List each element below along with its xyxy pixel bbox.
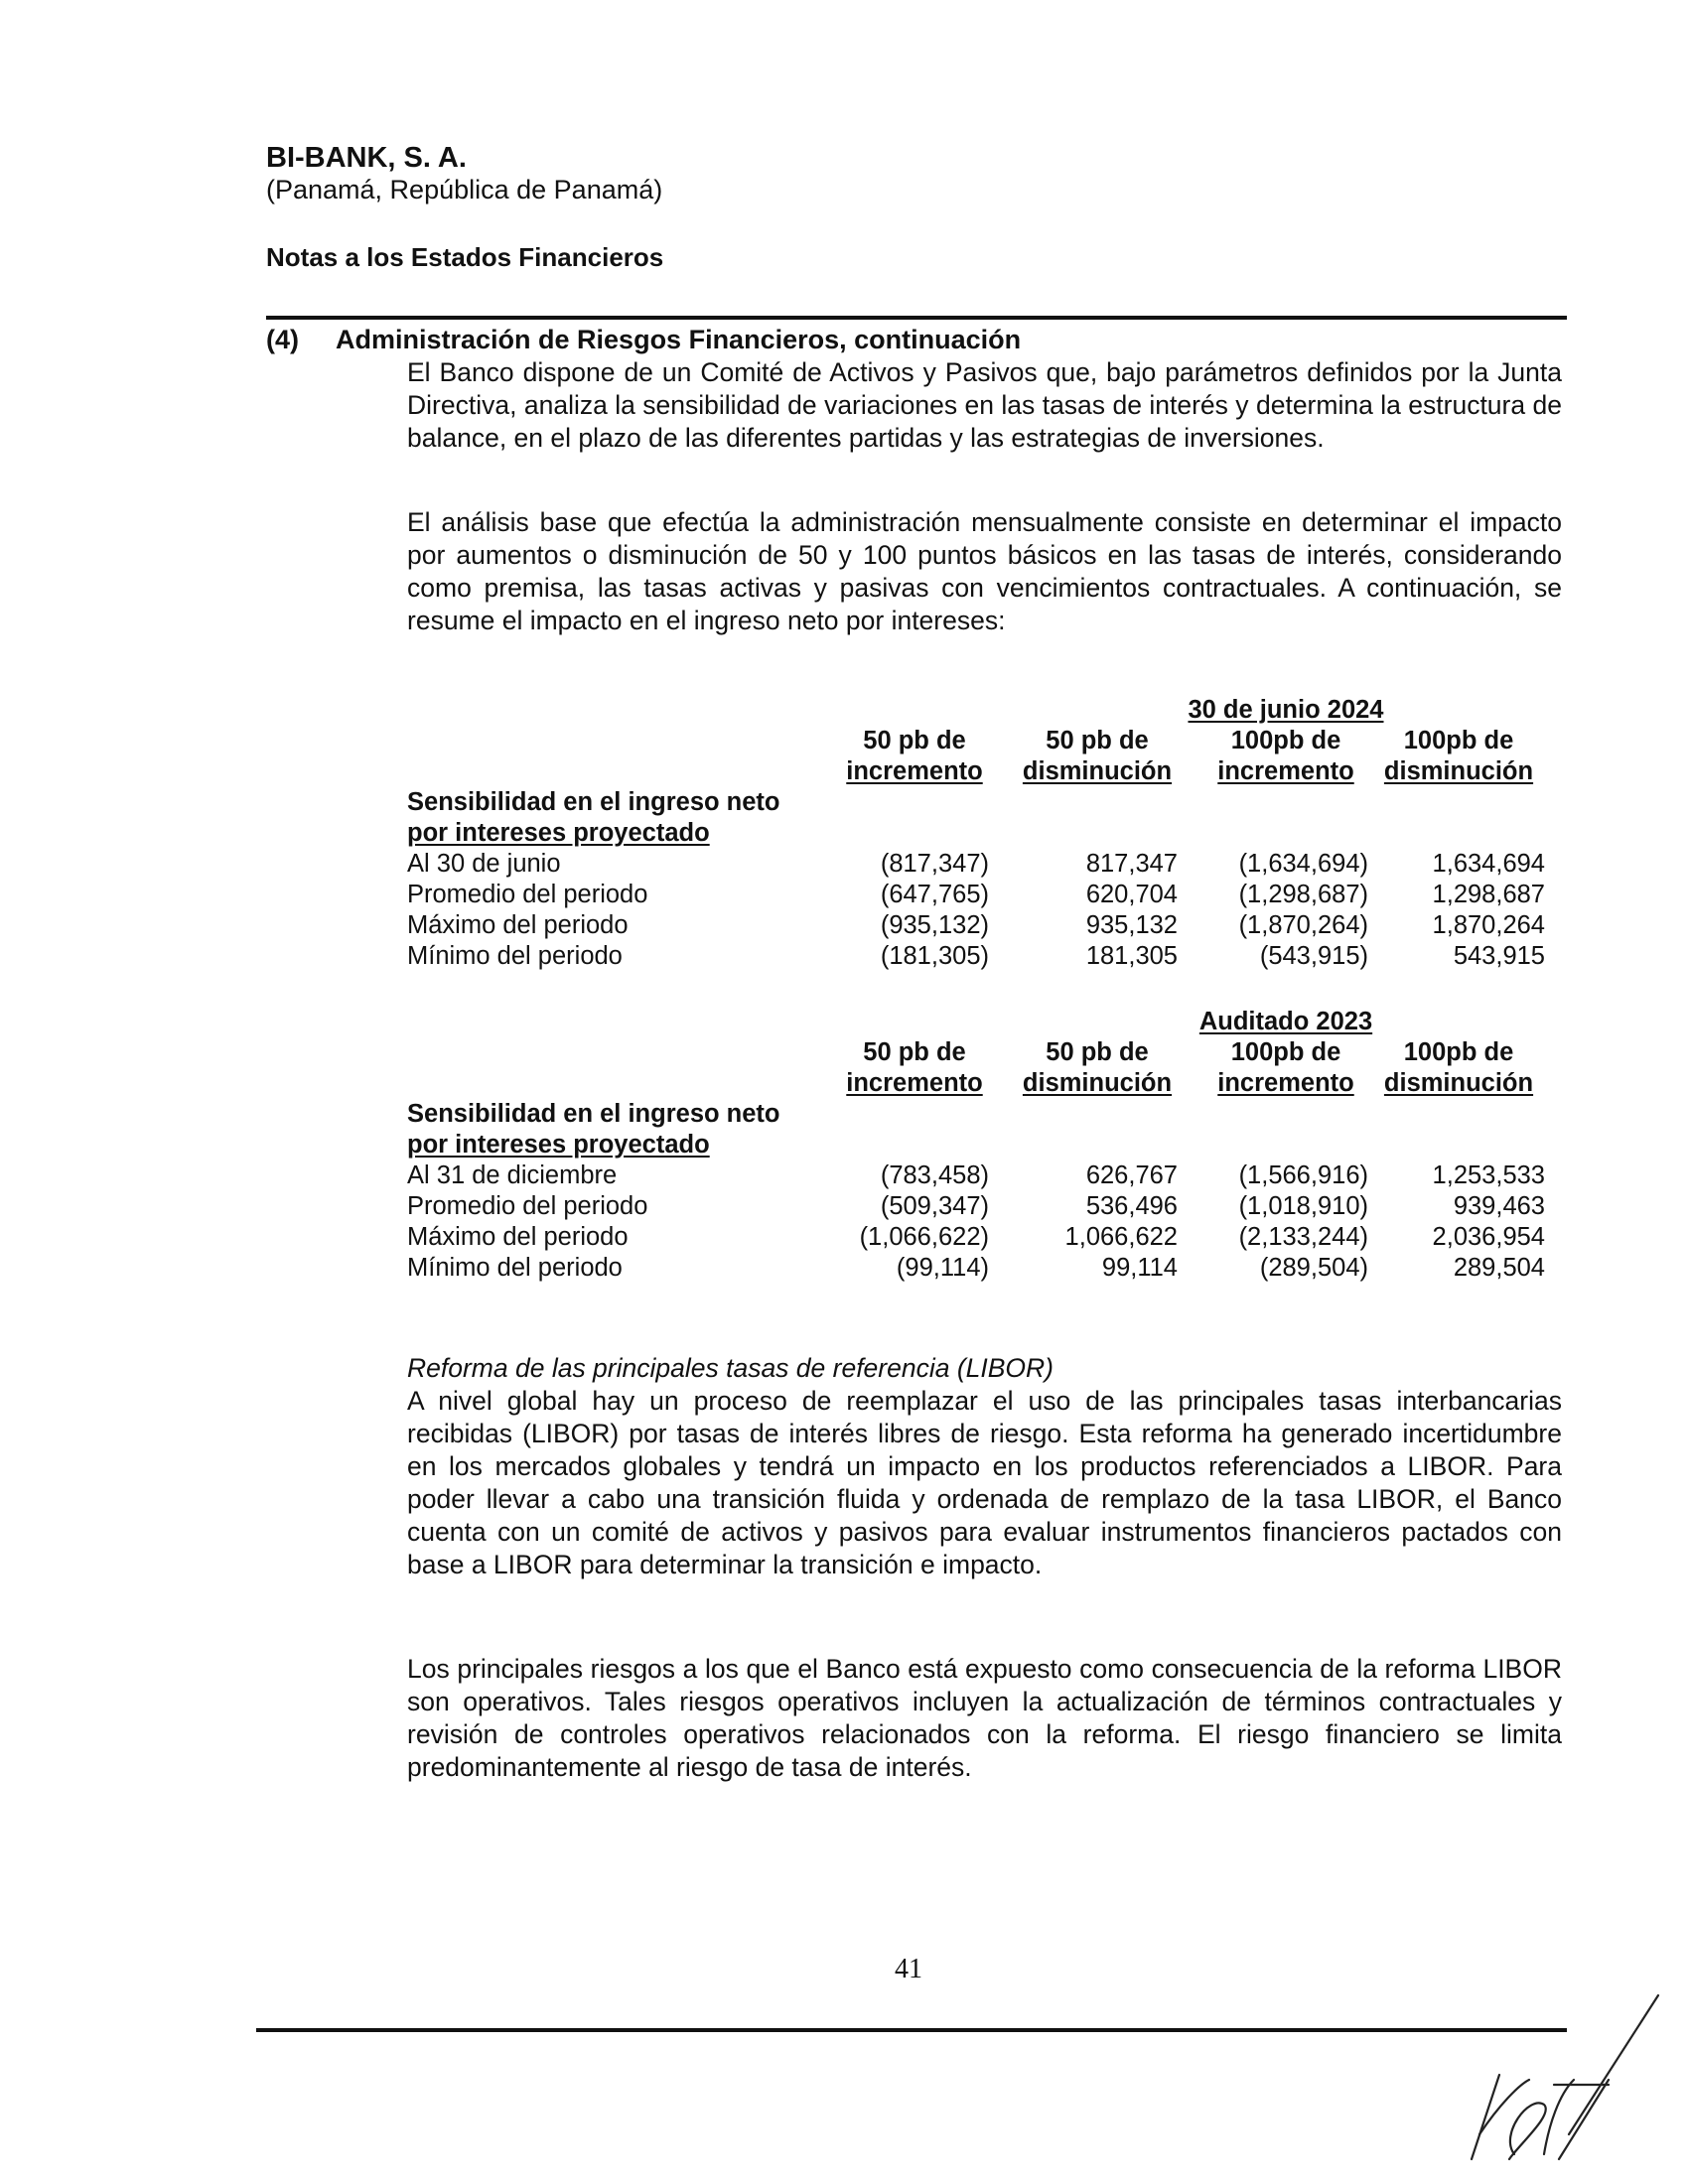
section-number: (4) bbox=[266, 325, 299, 354]
table-cell: 935,132 bbox=[1085, 911, 1178, 939]
table-cell: (647,765) bbox=[880, 881, 989, 908]
table-cell: (817,347) bbox=[880, 850, 989, 878]
table-cell: 626,767 bbox=[1085, 1161, 1178, 1189]
column-header: 100pb de incremento bbox=[1217, 1038, 1354, 1097]
table-cell: (783,458) bbox=[880, 1161, 989, 1189]
section-title: Administración de Riesgos Financieros, continuación bbox=[336, 325, 1022, 354]
table-row bbox=[407, 1253, 1559, 1284]
company-name: BI-BANK, S. A. bbox=[266, 142, 467, 174]
page-number: 41 bbox=[895, 1954, 922, 1984]
libor-section bbox=[407, 1352, 1562, 1581]
table-row bbox=[407, 849, 1559, 880]
paragraph-analysis: El análisis base que efectúa la administración mensualmente consiste en determinar el impacto por aumentos o disminución de 50 y 100 puntos básicos en las tasas de interés, considerando como premisa, las tasas activas y pasivas con vencimientos contractuales. A continuación, se resume el impacto en el ingreso neto por intereses: bbox=[407, 507, 1562, 635]
table-cell: 289,504 bbox=[1453, 1254, 1545, 1282]
libor-paragraph-1: A nivel global hay un proceso de reemplazar el uso de las principales tasas interbancarias recibidas (LIBOR) por tasas de interés libres de riesgo. Esta reforma ha generado incertidumbre en los mercados globales y tendrá un impacto en los productos referenciados a LIBOR. Para poder llevar a cabo una transición fluida y ordenada de remplazo de la tasa LIBOR, el Banco cuenta con un comité de activos y pasivos para evaluar instrumentos financieros pactados con base a LIBOR para determinar la transición e impacto. bbox=[407, 1386, 1562, 1579]
table-row bbox=[407, 1160, 1559, 1191]
table-cell: 1,066,622 bbox=[1064, 1223, 1178, 1251]
period-header: Auditado 2023 bbox=[1198, 1008, 1373, 1035]
table-row bbox=[407, 941, 1559, 972]
table-cell: (1,870,264) bbox=[1238, 911, 1368, 939]
column-header: 100pb de disminución bbox=[1383, 727, 1534, 785]
table-cell: (2,133,244) bbox=[1238, 1223, 1368, 1251]
table-cell: 536,496 bbox=[1085, 1192, 1178, 1220]
row-label: Mínimo del periodo bbox=[407, 942, 623, 970]
footer-divider bbox=[256, 2028, 1567, 2032]
table-cell: (1,018,910) bbox=[1238, 1192, 1368, 1220]
table-cell: (181,305) bbox=[880, 942, 989, 970]
table-cell: 181,305 bbox=[1085, 942, 1178, 970]
row-group-header: Sensibilidad en el ingreso neto por intereses proyectado bbox=[407, 788, 780, 847]
row-label: Mínimo del periodo bbox=[407, 1254, 623, 1282]
table-row bbox=[407, 1222, 1559, 1253]
row-label: Promedio del periodo bbox=[407, 881, 648, 908]
table-cell: (1,566,916) bbox=[1238, 1161, 1368, 1189]
table-cell: 543,915 bbox=[1453, 942, 1545, 970]
company-location: (Panamá, República de Panamá) bbox=[266, 175, 663, 205]
row-group-header: Sensibilidad en el ingreso neto por intereses proyectado bbox=[407, 1100, 780, 1159]
table-cell: (1,298,687) bbox=[1238, 881, 1368, 908]
table-cell: 1,298,687 bbox=[1432, 881, 1545, 908]
column-header: 50 pb de disminución bbox=[1022, 727, 1173, 785]
table-cell: (1,066,622) bbox=[859, 1223, 989, 1251]
row-label: Al 31 de diciembre bbox=[407, 1161, 618, 1189]
table-cell: (99,114) bbox=[896, 1254, 989, 1282]
table-cell: 817,347 bbox=[1085, 850, 1178, 878]
header-divider bbox=[266, 316, 1567, 320]
table-cell: (289,504) bbox=[1259, 1254, 1368, 1282]
table-row bbox=[407, 1191, 1559, 1222]
paragraph-committee: El Banco dispone de un Comité de Activos y Pasivos que, bajo parámetros definidos por la Junta Directiva, analiza la sensibilidad de variaciones en las tasas de interés y determina la estructura de balance, en el plazo de las diferentes partidas y las estrategias de inversiones. bbox=[407, 357, 1562, 453]
table-cell: 2,036,954 bbox=[1432, 1223, 1545, 1251]
table-row bbox=[407, 880, 1559, 910]
table-cell: 939,463 bbox=[1453, 1192, 1545, 1220]
row-label: Máximo del periodo bbox=[407, 1223, 629, 1251]
table-cell: (1,634,694) bbox=[1238, 850, 1368, 878]
table-cell: (509,347) bbox=[880, 1192, 989, 1220]
row-label: Máximo del periodo bbox=[407, 911, 629, 939]
column-header: 50 pb de incremento bbox=[846, 1038, 983, 1097]
table-row bbox=[407, 910, 1559, 941]
libor-heading: Reforma de las principales tasas de referencia (LIBOR) bbox=[407, 1353, 1055, 1383]
table-cell: 620,704 bbox=[1085, 881, 1178, 908]
period-header: 30 de junio 2024 bbox=[1188, 696, 1384, 724]
row-label: Al 30 de junio bbox=[407, 850, 561, 878]
libor-paragraph-2: Los principales riesgos a los que el Banco está expuesto como consecuencia de la reforma LIBOR son operativos. Tales riesgos operativos incluyen la actualización de términos contractuales y revisión de controles operativos relacionados con la reforma. El riesgo financiero se limita predominantemente al riesgo de tasa de interés. bbox=[407, 1654, 1562, 1782]
signature-initials bbox=[1460, 1985, 1668, 2174]
column-header: 100pb de incremento bbox=[1217, 727, 1354, 785]
column-header: 50 pb de incremento bbox=[846, 727, 983, 785]
table-cell: 99,114 bbox=[1101, 1254, 1178, 1282]
document-subtitle: Notas a los Estados Financieros bbox=[266, 242, 664, 272]
table-cell: (543,915) bbox=[1259, 942, 1368, 970]
table-cell: 1,634,694 bbox=[1432, 850, 1545, 878]
row-label: Promedio del periodo bbox=[407, 1192, 648, 1220]
column-header: 50 pb de disminución bbox=[1022, 1038, 1173, 1097]
table-cell: (935,132) bbox=[880, 911, 989, 939]
column-header: 100pb de disminución bbox=[1383, 1038, 1534, 1097]
table-cell: 1,253,533 bbox=[1432, 1161, 1545, 1189]
table-cell: 1,870,264 bbox=[1432, 911, 1545, 939]
